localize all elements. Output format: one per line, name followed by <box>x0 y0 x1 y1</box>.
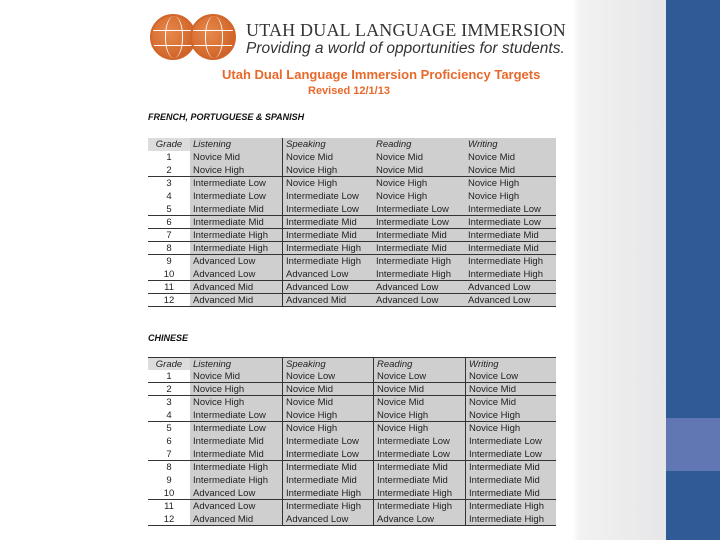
table-cell: Intermediate Mid <box>465 487 556 499</box>
table-cell: Intermediate Low <box>282 448 373 460</box>
table-cell: Intermediate Mid <box>190 203 282 215</box>
table-cell: 10 <box>148 268 190 280</box>
table-cell: 3 <box>148 177 190 190</box>
table-cell: Novice Mid <box>190 151 282 164</box>
table-row <box>148 177 556 190</box>
section-title-romance: FRENCH, PORTUGUESE & SPANISH <box>148 112 305 122</box>
table-cell: 8 <box>148 461 190 474</box>
table-cell: Intermediate High <box>373 500 465 513</box>
table-cell: Novice High <box>282 164 373 176</box>
table-row <box>148 151 556 164</box>
table-cell: Intermediate Low <box>190 190 282 203</box>
side-accent-block <box>666 418 720 471</box>
table-cell: Intermediate Mid <box>465 474 556 487</box>
table-row <box>148 229 556 242</box>
table-cell: Intermediate Mid <box>465 461 556 474</box>
table-cell: Advanced Low <box>190 268 282 280</box>
table-cell: Advanced Low <box>190 255 282 268</box>
column-header: Writing <box>465 358 556 370</box>
table-row <box>148 500 556 513</box>
table-row <box>148 281 556 294</box>
column-header: Listening <box>190 358 282 370</box>
table-cell: Novice Mid <box>373 396 465 409</box>
table-cell: Intermediate High <box>190 461 282 474</box>
table-cell: Intermediate High <box>465 513 556 525</box>
table-cell: Intermediate Mid <box>282 474 373 487</box>
column-header: Speaking <box>282 358 373 370</box>
column-header: Writing <box>465 138 556 151</box>
table-cell: Novice Mid <box>465 151 556 164</box>
table-cell: Intermediate Mid <box>190 435 282 448</box>
table-cell: 12 <box>148 513 190 525</box>
table-cell: Novice Mid <box>465 164 556 176</box>
table-cell: Intermediate Mid <box>190 448 282 460</box>
table-cell: Novice High <box>190 383 282 395</box>
column-header: Speaking <box>282 138 373 151</box>
table-cell: Intermediate High <box>282 255 373 268</box>
table-cell: Novice High <box>373 422 465 435</box>
table-cell: 7 <box>148 448 190 460</box>
table-cell: 7 <box>148 229 190 241</box>
table-cell: Intermediate Mid <box>373 242 465 254</box>
table-cell: Novice Low <box>282 370 373 382</box>
table-cell: Advanced Low <box>465 281 556 293</box>
table-cell: Novice Low <box>465 370 556 382</box>
table-cell: Intermediate Low <box>373 203 465 215</box>
table-cell: 4 <box>148 190 190 203</box>
table-cell: Intermediate Mid <box>465 242 556 254</box>
globe-eurasia-icon <box>190 14 236 60</box>
table-cell: 6 <box>148 435 190 448</box>
table-cell: Advanced Low <box>282 268 373 280</box>
table-row <box>148 383 556 396</box>
table-cell: 5 <box>148 203 190 215</box>
table-cell: Intermediate Mid <box>373 474 465 487</box>
table-row <box>148 487 556 500</box>
table-cell: Intermediate Low <box>190 177 282 190</box>
table-cell: Advanced Mid <box>190 294 282 306</box>
table-cell: Advanced Low <box>373 281 465 293</box>
doc-title: Utah Dual Language Immersion Proficiency Targets <box>222 67 541 82</box>
table-cell: Intermediate High <box>465 500 556 513</box>
table-cell: Advanced Low <box>190 487 282 499</box>
table-cell: 9 <box>148 255 190 268</box>
table-cell: Intermediate Mid <box>190 216 282 228</box>
table-cell: Novice High <box>190 164 282 176</box>
table-cell: Novice Mid <box>465 396 556 409</box>
table-cell: Intermediate High <box>282 500 373 513</box>
table-cell: Advanced Low <box>282 281 373 293</box>
table-cell: Novice Mid <box>373 383 465 395</box>
table-row <box>148 242 556 255</box>
table-cell: Advanced Mid <box>282 294 373 306</box>
table-cell: Intermediate Mid <box>282 461 373 474</box>
table-cell: Intermediate High <box>282 242 373 254</box>
table-cell: Intermediate High <box>373 255 465 268</box>
table-cell: 1 <box>148 151 190 164</box>
table-cell: Intermediate Low <box>282 435 373 448</box>
table-cell: Novice Mid <box>465 383 556 395</box>
table-cell: Advanced Mid <box>190 513 282 525</box>
table-cell: Novice Mid <box>282 383 373 395</box>
table-cell: Intermediate Low <box>465 216 556 228</box>
table-row <box>148 409 556 422</box>
table-row <box>148 268 556 281</box>
table-cell: 8 <box>148 242 190 254</box>
table-cell: Intermediate Low <box>465 203 556 215</box>
table-cell: Novice High <box>282 422 373 435</box>
org-name: UTAH DUAL LANGUAGE IMMERSION <box>246 20 566 40</box>
table-cell: Intermediate Low <box>373 435 465 448</box>
table-header-row <box>148 357 556 370</box>
column-header: Listening <box>190 138 282 151</box>
table-row <box>148 422 556 435</box>
table-cell: Intermediate High <box>282 487 373 499</box>
table-cell: Intermediate Mid <box>282 216 373 228</box>
table-cell: Advance Low <box>373 513 465 525</box>
table-cell: 5 <box>148 422 190 435</box>
table-cell: 2 <box>148 164 190 176</box>
table-row <box>148 474 556 487</box>
table-cell: Novice High <box>465 177 556 190</box>
table-cell: Novice High <box>190 396 282 409</box>
table-cell: 6 <box>148 216 190 228</box>
table-cell: Intermediate Low <box>282 190 373 203</box>
table-cell: Intermediate Low <box>282 203 373 215</box>
table-cell: Novice High <box>373 177 465 190</box>
table-cell: 11 <box>148 500 190 513</box>
proficiency-table-chinese <box>148 357 556 526</box>
table-cell: Intermediate Low <box>190 409 282 421</box>
table-cell: Intermediate High <box>373 268 465 280</box>
column-header: Grade <box>148 138 190 151</box>
table-cell: Advanced Low <box>465 294 556 306</box>
table-cell: Intermediate Low <box>465 448 556 460</box>
table-cell: Novice High <box>465 409 556 421</box>
table-cell: Intermediate High <box>465 268 556 280</box>
column-header: Grade <box>148 358 190 370</box>
table-cell: Intermediate High <box>465 255 556 268</box>
table-cell: Intermediate High <box>190 229 282 241</box>
table-cell: Intermediate Mid <box>465 229 556 241</box>
table-cell: Novice Mid <box>282 396 373 409</box>
table-row <box>148 216 556 229</box>
table-row <box>148 448 556 461</box>
table-row <box>148 513 556 526</box>
revised-date: Revised 12/1/13 <box>308 85 390 97</box>
table-cell: Intermediate Mid <box>373 461 465 474</box>
table-cell: Intermediate Mid <box>373 229 465 241</box>
table-cell: Advanced Low <box>190 500 282 513</box>
table-cell: Intermediate Low <box>373 448 465 460</box>
table-cell: Intermediate Low <box>465 435 556 448</box>
table-row <box>148 190 556 203</box>
tagline: Providing a world of opportunities for students. <box>246 40 565 57</box>
column-header: Reading <box>373 138 465 151</box>
section-title-chinese: CHINESE <box>148 333 189 343</box>
table-cell: 3 <box>148 396 190 409</box>
table-cell: Intermediate High <box>190 242 282 254</box>
table-cell: Novice High <box>465 422 556 435</box>
proficiency-table-romance <box>148 138 556 307</box>
table-cell: Intermediate High <box>190 474 282 487</box>
table-row <box>148 435 556 448</box>
table-cell: Novice High <box>282 409 373 421</box>
table-cell: Novice Mid <box>373 164 465 176</box>
column-header: Reading <box>373 358 465 370</box>
table-cell: Novice High <box>373 409 465 421</box>
table-cell: Intermediate Low <box>373 216 465 228</box>
table-cell: Intermediate Mid <box>282 229 373 241</box>
table-cell: 9 <box>148 474 190 487</box>
table-row <box>148 203 556 216</box>
table-cell: Novice Mid <box>282 151 373 164</box>
table-cell: Novice High <box>373 190 465 203</box>
table-cell: Intermediate High <box>373 487 465 499</box>
table-cell: 12 <box>148 294 190 306</box>
table-cell: Advanced Mid <box>190 281 282 293</box>
table-header-row <box>148 138 556 151</box>
table-row <box>148 461 556 474</box>
table-cell: Intermediate Low <box>190 422 282 435</box>
table-cell: Novice Mid <box>190 370 282 382</box>
table-row <box>148 164 556 177</box>
table-cell: 4 <box>148 409 190 421</box>
table-row <box>148 370 556 383</box>
table-cell: Novice Low <box>373 370 465 382</box>
table-row <box>148 396 556 409</box>
table-cell: Advanced Low <box>282 513 373 525</box>
table-cell: Advanced Low <box>373 294 465 306</box>
table-cell: 2 <box>148 383 190 395</box>
table-cell: Novice High <box>465 190 556 203</box>
table-cell: Novice High <box>282 177 373 190</box>
table-cell: 1 <box>148 370 190 382</box>
table-row <box>148 255 556 268</box>
table-cell: 11 <box>148 281 190 293</box>
table-row <box>148 294 556 307</box>
table-cell: Novice Mid <box>373 151 465 164</box>
table-cell: 10 <box>148 487 190 499</box>
